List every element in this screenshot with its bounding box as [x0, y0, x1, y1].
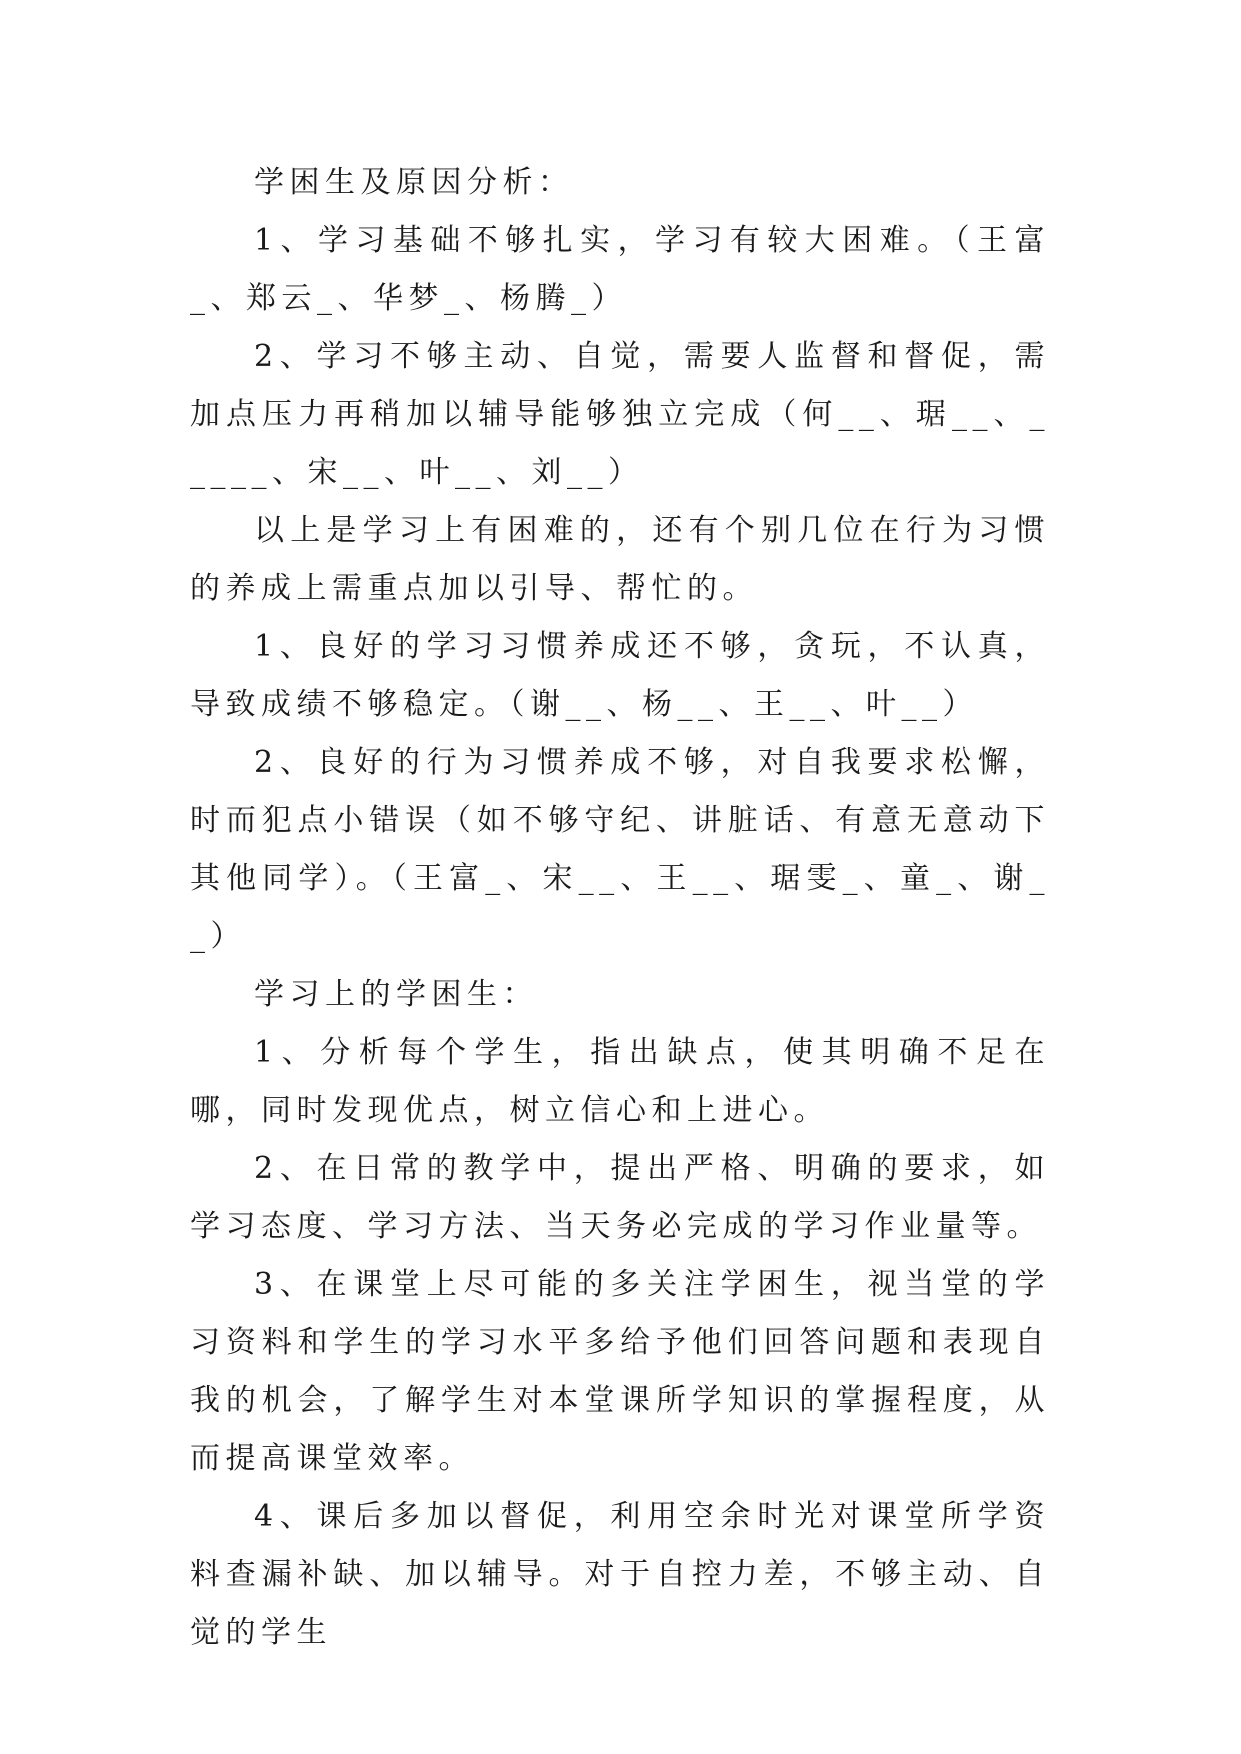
paragraph-item: 1、学习基础不够扎实，学习有较大困难。（王富_、郑云_、华梦_、杨腾_）	[190, 223, 1050, 316]
paragraph-item: 3、在课堂上尽可能的多关注学困生，视当堂的学习资料和学生的学习水平多给予他们回答问题和表现自我的机会，了解学生对本堂课所学知识的掌握程度，从而提高课堂效率。	[190, 1267, 1050, 1476]
paragraph-item: 2、良好的行为习惯养成不够，对自我要求松懈，时而犯点小错误（如不够守纪、讲脏话、有意无意动下其他同学）。（王富_、宋__、王__、琚雯_、童_、谢__）	[190, 745, 1050, 954]
paragraph-item: 2、学习不够主动、自觉，需要人监督和督促，需加点压力再稍加以辅导能够独立完成（何__、琚__、_____、宋__、叶__、刘__）	[190, 339, 1050, 490]
paragraph-item: 4、课后多加以督促，利用空余时光对课堂所学资料查漏补缺、加以辅导。对于自控力差，不够主动、自觉的学生	[190, 1499, 1050, 1650]
heading-strategies: 学习上的学困生：	[254, 977, 538, 1012]
paragraph-item: 1、分析每个学生，指出缺点，使其明确不足在哪，同时发现优点，树立信心和上进心。	[190, 1035, 1050, 1128]
paragraph-text: 以上是学习上有困难的，还有个别几位在行为习惯的养成上需重点加以引导、帮忙的。	[190, 513, 1050, 606]
paragraph-item: 1、良好的学习习惯养成还不够，贪玩，不认真，导致成绩不够稳定。（谢__、杨__、王__、叶__）	[190, 629, 1050, 722]
document-body	[190, 154, 1050, 1662]
paragraph-item: 2、在日常的教学中，提出严格、明确的要求，如学习态度、学习方法、当天务必完成的学习作业量等。	[190, 1151, 1050, 1244]
heading-analysis: 学困生及原因分析：	[254, 165, 574, 200]
